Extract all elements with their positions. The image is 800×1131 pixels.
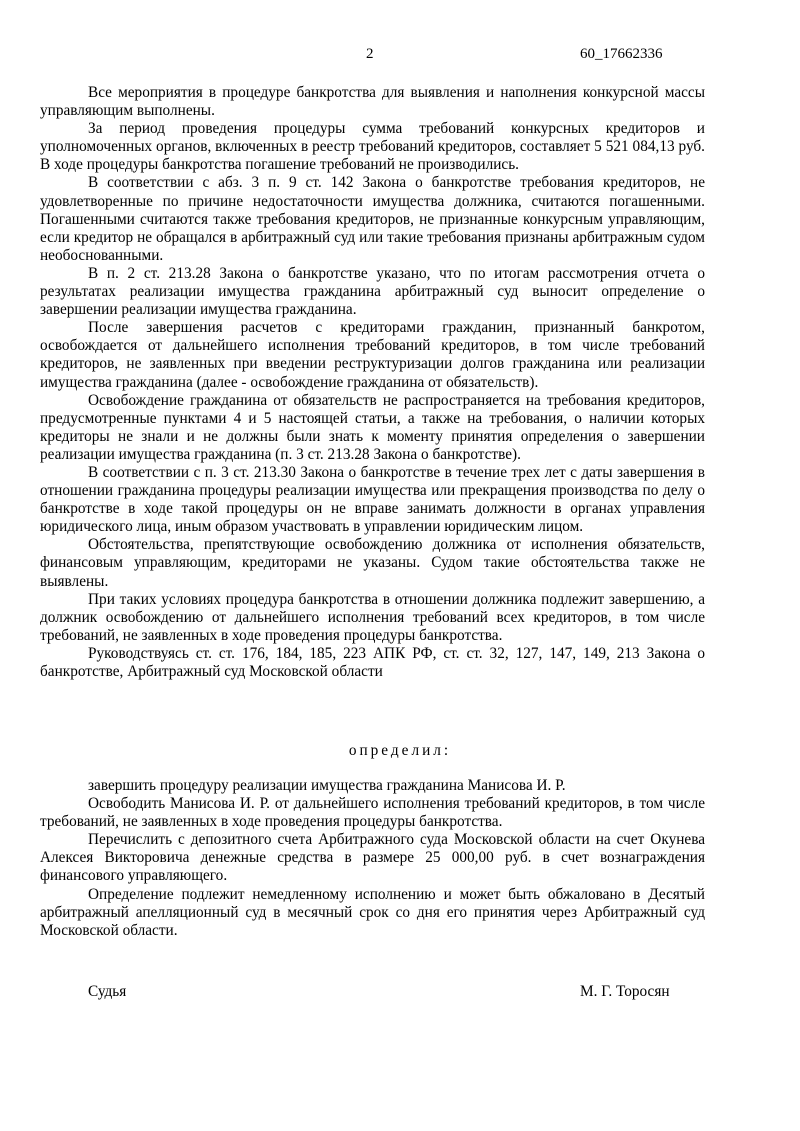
- document-id: 60_17662336: [580, 46, 663, 62]
- judge-title: Судья: [88, 983, 127, 1000]
- paragraph-release-exceptions: Освобождение гражданина от обязательств не распространяется на требования кредиторов, предусмотренные пунктами 4 и 5 настоящей статьи, а также на требования, о наличии которых кредиторы не знали и не должны были знать к моменту принятия определения о завершении реализации имущества гражданина (п. 3 ст. 213.28 Закона о банкротстве).: [40, 391, 705, 463]
- paragraph-guided-by: Руководствуясь ст. ст. 176, 184, 185, 223 АПК РФ, ст. ст. 32, 127, 147, 149, 213 Закона о банкротстве, Арбитражный суд Московской области: [40, 644, 705, 680]
- paragraph-management-restriction: В соответствии с п. 3 ст. 213.30 Закона о банкротстве в течение трех лет с даты завершения в отношении гражданина процедуры реализации имущества или прекращения производства по делу о банкротстве в ходе такой процедуры он не вправе занимать должности в органах управления юридического лица, иным образом участвовать в управлении юридическим лицом.: [40, 463, 705, 536]
- ruling-heading: определил:: [348, 742, 452, 759]
- ruling-transfer-funds: Перечислить с депозитного счета Арбитражного суда Московской области на счет Окунева Алексея Викторовича денежные средства в размере 25 000,00 руб. в счет вознаграждения финансового управляющего.: [40, 831, 705, 885]
- ruling-complete-procedure: завершить процедуру реализации имущества гражданина Манисова И. Р.: [88, 777, 566, 794]
- ruling-release-debtor: Освободить Манисова И. Р. от дальнейшего исполнения требований кредиторов, в том числе требований, не заявленных в ходе проведения процедуры банкротства.: [40, 795, 705, 831]
- paragraph-procedure-completed: Все мероприятия в процедуре банкротства для выявления и наполнения конкурсной массы управляющим выполнены.: [40, 84, 705, 120]
- paragraph-claims-repaid: В соответствии с абз. 3 п. 9 ст. 142 Закона о банкротстве требования кредиторов, не удовлетворенные по причине недостаточности имущества должника, считаются погашенными. Погашенными считаются также требования кредиторов, не признанные конкурсным управляющим, если кредитор не обращался в арбитражный суд или такие требования признаны арбитражным судом необоснованными.: [40, 174, 705, 264]
- ruling-text: [40, 777, 705, 940]
- body-text: [40, 84, 705, 681]
- paragraph-law-reference: В п. 2 ст. 213.28 Закона о банкротстве указано, что по итогам рассмотрения отчета о результатах реализации имущества гражданина арбитражный суд выносит определение о завершении реализации имущества гражданина.: [40, 264, 705, 319]
- page-number: 2: [366, 46, 374, 62]
- ruling-appeal-info: Определение подлежит немедленному исполнению и может быть обжаловано в Десятый арбитражный апелляционный суд в месячный срок со дня его принятия через Арбитражный суд Московской области.: [40, 885, 705, 939]
- paragraph-claims-amount: За период проведения процедуры сумма требований конкурсных кредиторов и уполномоченных органов, включенных в реестр требований кредиторов, составляет 5 521 084,13 руб. В ходе процедуры банкротства погашение требований не производились.: [40, 120, 705, 174]
- paragraph-no-obstacles: Обстоятельства, препятствующие освобождению должника от исполнения обязательств, финансовым управляющим, кредиторами не указаны. Судом такие обстоятельства также не выявлены.: [40, 536, 705, 590]
- judge-name: М. Г. Торосян: [580, 983, 670, 1000]
- paragraph-release-from-obligations: После завершения расчетов с кредиторами гражданин, признанный банкротом, освобождается от дальнейшего исполнения требований кредиторов, в том числе требований кредиторов, не заявленных при введении реструктуризации долгов гражданина или реализации имущества гражданина (далее - освобождение гражданина от обязательств).: [40, 319, 705, 391]
- paragraph-conclusion: При таких условиях процедура банкротства в отношении должника подлежит завершению, а должник освобождению от дальнейшего исполнения требований всех кредиторов, в том числе требований, не заявленных в ходе проведения процедуры банкротства.: [40, 590, 705, 644]
